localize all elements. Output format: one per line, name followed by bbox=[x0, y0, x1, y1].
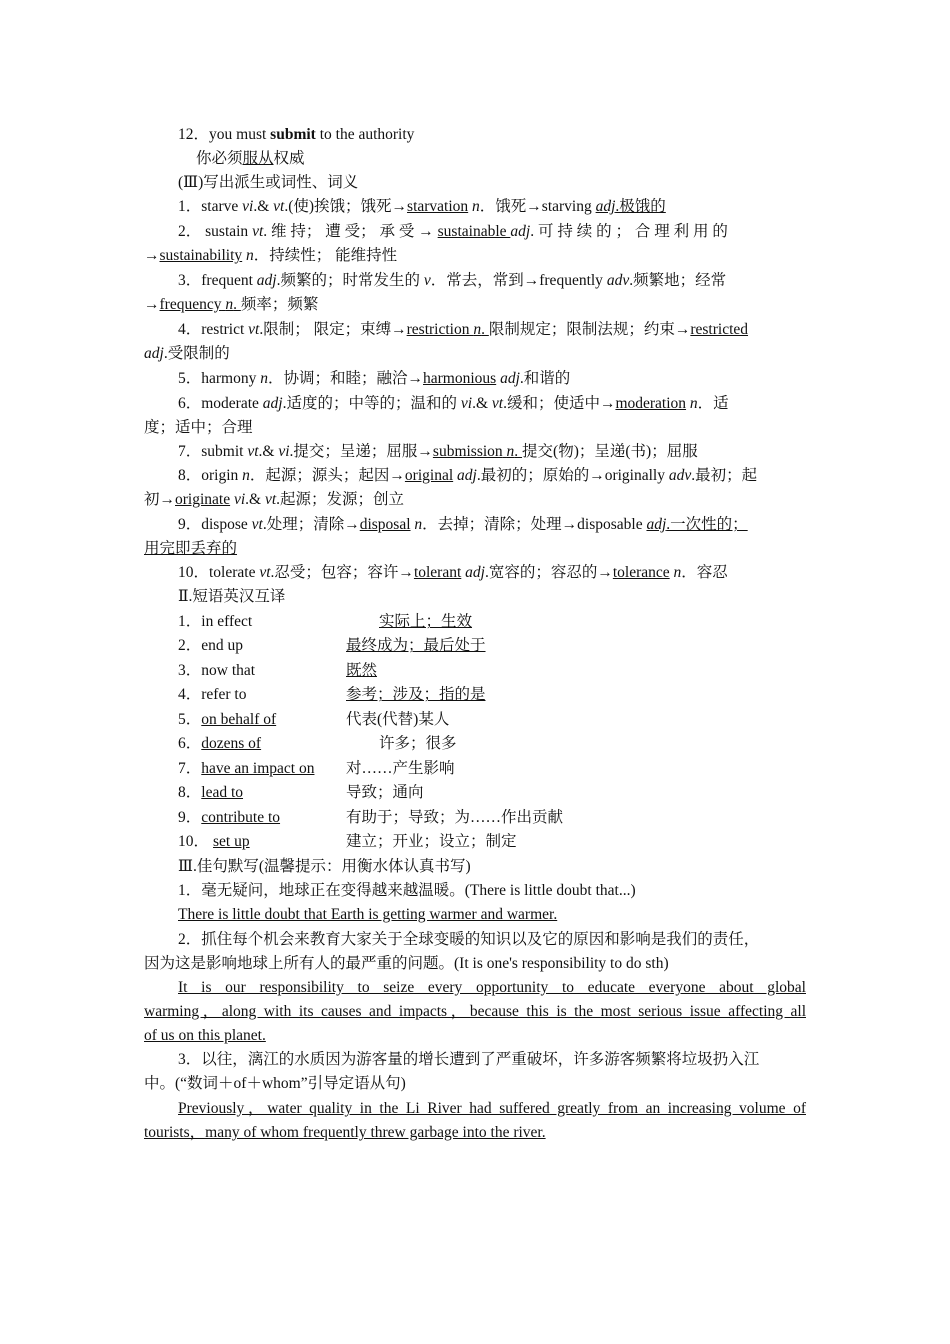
answer-blank: restricted bbox=[690, 321, 749, 338]
sentence-2-prompt-a: 2．抓住每个机会来教育大家关于全球变暖的知识以及它的原因和影响是我们的责任， bbox=[178, 931, 760, 948]
derivative-line-8b: 初→originate vi.& vt.起源；发源；创立 bbox=[144, 491, 405, 508]
item-text: you must bbox=[209, 126, 271, 143]
phrase-cn-answer: 最终成为；最后处于 bbox=[346, 637, 486, 654]
derivative-line-6b: 度；适中；合理 bbox=[144, 419, 253, 436]
sentence-2-answer-c: of us on this planet. bbox=[144, 1027, 266, 1044]
phrase-cn: 代表(代替)某人 bbox=[346, 711, 450, 728]
phrase-cn: 建立；开业；设立；制定 bbox=[346, 833, 517, 850]
derivative-line-10: 10．tolerate vt.忍受；包容；容许→tolerant adj.宽容的；容忍的→tolerance n．容忍 bbox=[178, 564, 728, 581]
answer-blank: 用完即丢弃的 bbox=[144, 540, 238, 557]
item-12-translation bbox=[144, 148, 858, 170]
answer-blank: starvation bbox=[407, 198, 469, 215]
item-text: to the authority bbox=[315, 126, 415, 143]
item-12-line bbox=[144, 124, 840, 146]
sentence-1-answer: There is little doubt that Earth is getting warmer and warmer. bbox=[178, 906, 558, 923]
derivative-line-3b: →frequency n. 频率；频繁 bbox=[144, 296, 319, 313]
section-heading-sentences: Ⅲ.佳句默写(温馨提示：用衡水体认真书写) bbox=[178, 858, 471, 875]
derivative-line-4a: 4．restrict vt.限制； 限定；束缚→restriction n. 限制规定；限制法规；约束→restricted bbox=[178, 321, 749, 338]
phrase-cn: 对……产生影响 bbox=[346, 760, 455, 777]
phrase-en: end up bbox=[201, 637, 244, 654]
answer-blank: tolerant bbox=[413, 564, 462, 581]
phrase-en-answer: have an impact on bbox=[201, 760, 315, 777]
sentence-2-answer-b: warming，along with its causes and impacts，because this is the most serious issue affecting all bbox=[144, 1003, 806, 1020]
answer-blank: harmonious bbox=[423, 370, 497, 387]
answer-blank: disposal bbox=[359, 516, 411, 533]
answer-blank: adj.极饿的 bbox=[595, 198, 666, 215]
answer-blank: sustainability bbox=[159, 247, 243, 264]
phrase-en-answer: on behalf of bbox=[201, 711, 277, 728]
derivative-line-6a: 6．moderate adj.适度的；中等的；温和的 vi.& vt.缓和；使适中→moderation n．适 bbox=[178, 395, 729, 412]
answer-blank: tolerance bbox=[612, 564, 670, 581]
phrase-cn: 有助于；导致；为……作出贡献 bbox=[346, 809, 564, 826]
derivative-line-9a: 9．dispose vt.处理；清除→disposal n．去掉；清除；处理→disposable adj.一次性的； bbox=[178, 516, 748, 533]
derivative-line-2a: 2． sustain vt. 维 持； 遭 受； 承 受 → sustainable adj. 可 持 续 的 ； 合 理 利 用 的 bbox=[178, 223, 728, 240]
phrase-en: in effect bbox=[201, 613, 253, 630]
section-heading-phrases: Ⅱ.短语英汉互译 bbox=[178, 588, 286, 605]
phrase-row: 10． set up 建立；开业；设立；制定 bbox=[144, 831, 840, 853]
phrase-cn-answer: 既然 bbox=[346, 662, 378, 679]
phrase-row: 4．refer to 参考；涉及；指的是 bbox=[144, 684, 840, 706]
sentence-2-answer-a: It is our responsibility to seize every opportunity to educate everyone about global bbox=[178, 979, 806, 996]
derivative-line-7: 7．submit vt.& vi.提交；呈递；屈服→submission n. 提交(物)；呈递(书)；屈服 bbox=[178, 443, 698, 460]
phrase-cn: 许多；很多 bbox=[379, 735, 457, 752]
phrase-en: now that bbox=[201, 662, 256, 679]
derivative-line-2b: →sustainability n．持续性； 能维持性 bbox=[144, 247, 398, 264]
phrase-row: 1．in effect 实际上；生效 bbox=[144, 611, 840, 633]
answer-blank: originate bbox=[175, 491, 231, 508]
answer-blank: restriction n. bbox=[406, 321, 489, 338]
answer-blank: 服从 bbox=[242, 150, 274, 167]
sentence-1-prompt: 1．毫无疑问，地球正在变得越来越温暖。(There is little doubt that...) bbox=[178, 882, 636, 899]
answer-blank: adj.一次性的； bbox=[646, 516, 748, 533]
phrase-row: 9．contribute to 有助于；导致；为……作出贡献 bbox=[144, 807, 840, 829]
translation-text: 权威 bbox=[273, 150, 305, 167]
answer-blank: frequency n. bbox=[159, 296, 241, 313]
phrase-cn: 导致；通向 bbox=[346, 784, 424, 801]
translation-text: 你必须 bbox=[196, 150, 243, 167]
phrase-row: 8．lead to 导致；通向 bbox=[144, 782, 840, 804]
answer-blank: original bbox=[404, 467, 454, 484]
phrase-en: refer to bbox=[201, 686, 247, 703]
derivative-line-9b bbox=[144, 538, 806, 560]
sentence-3-answer-a: Previously，water quality in the Li River had suffered greatly from an increasing volume of bbox=[178, 1100, 806, 1117]
sentence-3-prompt-a: 3．以往，漓江的水质因为游客量的增长遭到了严重破坏，许多游客频繁将垃圾扔入江 bbox=[178, 1051, 760, 1068]
phrase-en-answer: lead to bbox=[201, 784, 244, 801]
phrase-cn-answer: 参考；涉及；指的是 bbox=[346, 686, 486, 703]
keyword-bold: submit bbox=[270, 126, 316, 143]
phrase-en-answer: contribute to bbox=[201, 809, 281, 826]
sentence-3-answer-b: tourists，many of whom frequently threw garbage into the river. bbox=[144, 1124, 546, 1141]
phrase-row: 2．end up 最终成为；最后处于 bbox=[144, 635, 840, 657]
section-heading-derivatives: (Ⅲ)写出派生或词性、词义 bbox=[178, 174, 359, 191]
derivative-line-1: 1．starve vi.& vt.(使)挨饿；饿死→starvation n．饿死→starving adj.极饿的 bbox=[178, 198, 666, 215]
phrase-row: 3．now that 既然 bbox=[144, 660, 840, 682]
item-number: 12． bbox=[178, 126, 210, 143]
phrase-row: 6．dozens of 许多；很多 bbox=[144, 733, 840, 755]
phrase-en-answer: dozens of bbox=[201, 735, 262, 752]
sentence-3-prompt-b: 中。(“数词＋of＋whom”引导定语从句) bbox=[144, 1075, 406, 1092]
answer-blank: moderation bbox=[615, 395, 687, 412]
derivative-line-5: 5．harmony n．协调；和睦；融洽→harmonious adj.和谐的 bbox=[178, 370, 571, 387]
derivative-line-8a: 8．origin n．起源；源头；起因→original adj.最初的；原始的→originally adv.最初；起 bbox=[178, 467, 758, 484]
phrase-row: 7．have an impact on 对……产生影响 bbox=[144, 758, 840, 780]
phrase-cn-answer: 实际上；生效 bbox=[379, 613, 473, 630]
derivative-line-4b: adj.受限制的 bbox=[144, 345, 230, 362]
phrase-row: 5．on behalf of 代表(代替)某人 bbox=[144, 709, 840, 731]
derivative-line-3a: 3．frequent adj.频繁的；时常发生的 v．常去，常到→frequently adv.频繁地；经常 bbox=[178, 272, 727, 289]
phrase-en-answer: set up bbox=[213, 833, 250, 850]
answer-blank: sustainable bbox=[437, 223, 511, 240]
sentence-2-prompt-b: 因为这是影响地球上所有人的最严重的问题。(It is one's responsibility to do sth) bbox=[144, 955, 669, 972]
answer-blank: submission n. bbox=[432, 443, 523, 460]
